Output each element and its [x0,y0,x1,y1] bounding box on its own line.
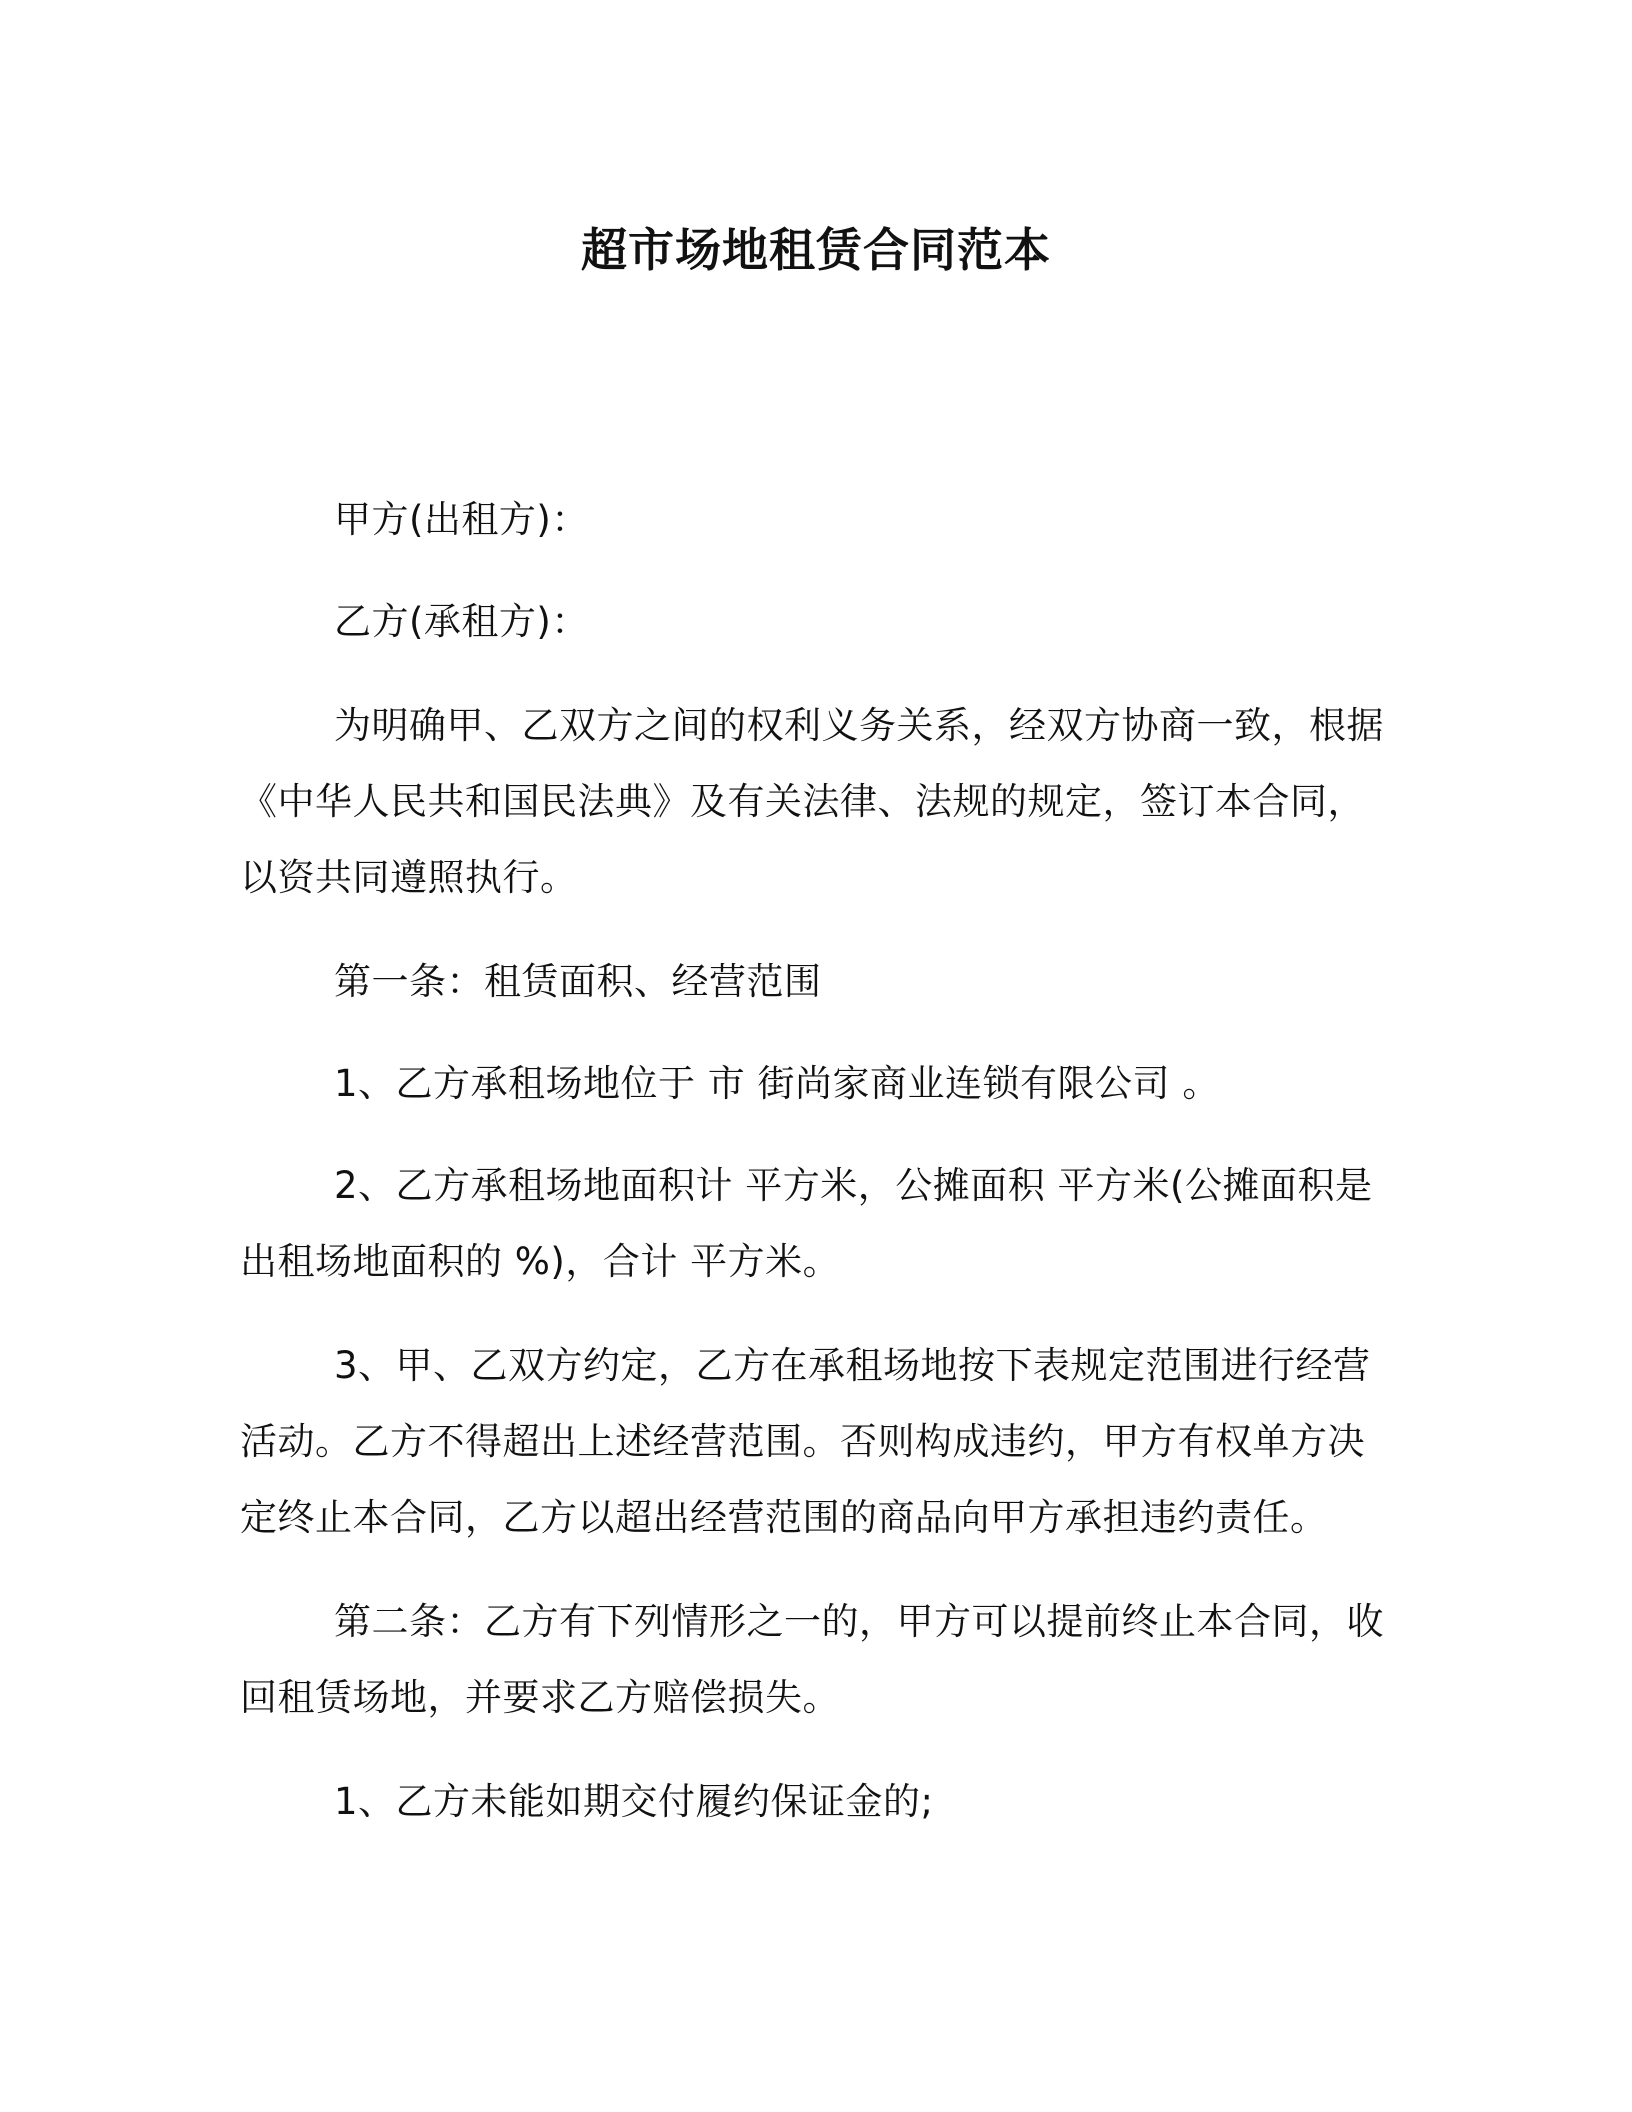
text-line: 为明确甲、乙双方之间的权利义务关系，经双方协商一致，根据 [334,704,1384,747]
text-line: 以资共同遵照执行。 [240,856,578,899]
text-line: 《中华人民共和国民法典》及有关法律、法规的规定，签订本合同， [240,780,1365,823]
text-line: 1、乙方承租场地位于 市 街尚家商业连锁有限公司 。 [334,1062,1220,1105]
party-b-line [240,584,1392,660]
article-1-item-1 [240,1046,1392,1122]
text-line: 乙方(承租方)： [334,600,589,643]
text-line: 第一条：租赁面积、经营范围 [334,960,822,1003]
text-line: 2、乙方承租场地面积计 平方米，公摊面积 平方米(公摊面积是 [334,1164,1373,1207]
article-1-item-3 [240,1328,1392,1556]
text-line: 定终止本合同，乙方以超出经营范围的商品向甲方承担违约责任。 [240,1496,1328,1539]
text-line: 1、乙方未能如期交付履约保证金的; [334,1780,934,1823]
text-line: 第二条：乙方有下列情形之一的，甲方可以提前终止本合同，收 [334,1600,1384,1643]
article-1-heading [240,944,1392,1020]
article-1-item-2 [240,1148,1392,1300]
text-line: 活动。乙方不得超出上述经营范围。否则构成违约，甲方有权单方决 [240,1420,1365,1463]
document-title: 超市场地租赁合同范本 [581,223,1051,277]
text-line: 3、甲、乙双方约定，乙方在承租场地按下表规定范围进行经营 [334,1344,1371,1387]
article-2-item-1 [240,1764,1392,1840]
party-a-line [240,482,1392,558]
text-line: 出租场地面积的 %)，合计 平方米。 [240,1240,841,1283]
text-line: 回租赁场地，并要求乙方赔偿损失。 [240,1676,840,1719]
text-line: 甲方(出租方)： [334,498,589,541]
preamble-paragraph [240,688,1392,916]
article-2-heading [240,1584,1392,1736]
